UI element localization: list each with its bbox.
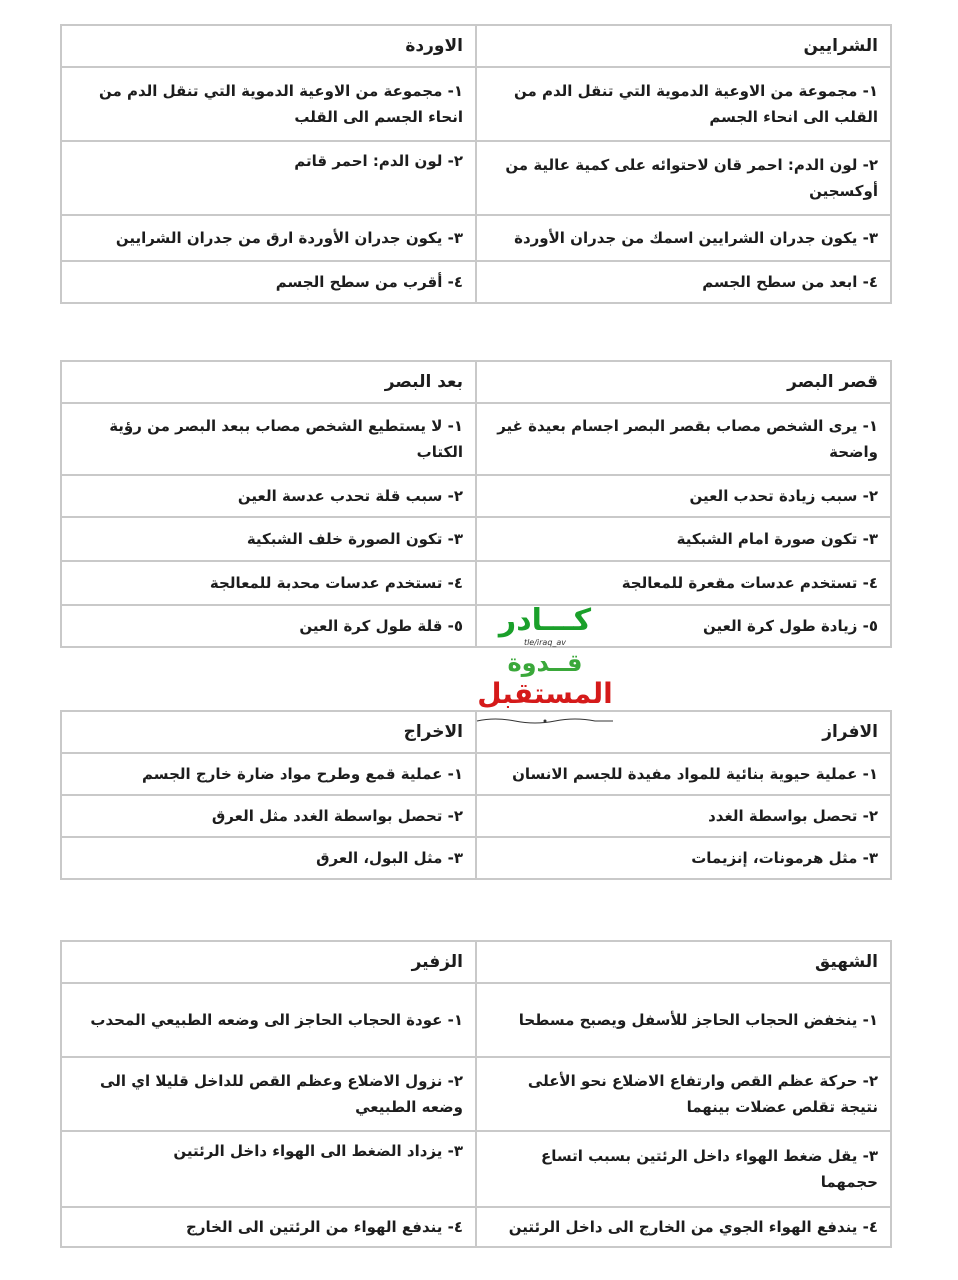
table-cell: ٢- سبب قلة تحدب عدسة العين	[61, 475, 476, 517]
table-cell: ٢- لون الدم: احمر قاتم	[61, 141, 476, 215]
table-cell: ٣- يكون جدران الشرايين اسمك من جدران الأوردة	[476, 215, 891, 261]
table-row	[61, 403, 891, 475]
table-header-row	[61, 25, 891, 67]
table-cell: ٤- تستخدم عدسات محدبة للمعالجة	[61, 561, 476, 605]
table-cell: ٢- تحصل بواسطة الغدد مثل العرق	[61, 795, 476, 837]
table-cell: ٣- يكون جدران الأوردة ارق من جدران الشرايين	[61, 215, 476, 261]
table-cell: ٢- تحصل بواسطة الغدد	[476, 795, 891, 837]
watermark-line2: قــدوة	[507, 649, 583, 677]
table-cell: ٣- تكون صورة امام الشبكية	[476, 517, 891, 561]
table-cell: ٤- ابعد من سطح الجسم	[476, 261, 891, 303]
table-row	[61, 1057, 891, 1131]
table-row	[61, 141, 891, 215]
watermark-handle: tle/iraq_av	[523, 638, 567, 647]
table-cell: ١- لا يستطيع الشخص مصاب ببعد البصر من رؤية الكتاب	[61, 403, 476, 475]
table-row	[61, 215, 891, 261]
comparison-table-arteries-veins	[60, 24, 892, 304]
table-row	[61, 67, 891, 141]
table-cell: ١- مجموعة من الاوعية الدموية التي تنقل الدم من انحاء الجسم الى القلب	[61, 67, 476, 141]
table-cell: ٢- سبب زيادة تحدب العين	[476, 475, 891, 517]
table-row	[61, 837, 891, 879]
column-header-right: الشهيق	[476, 941, 891, 983]
column-header-left: الزفير	[61, 941, 476, 983]
table-row	[61, 983, 891, 1057]
watermark-line1: كـــادر	[498, 603, 592, 638]
column-header-right: قصر البصر	[476, 361, 891, 403]
table-cell: ٤- أقرب من سطح الجسم	[61, 261, 476, 303]
watermark-line3: المستقبل	[477, 677, 613, 710]
table-row	[61, 517, 891, 561]
table-header-row	[61, 941, 891, 983]
column-header-left: الاوردة	[61, 25, 476, 67]
table-row	[61, 1131, 891, 1207]
table-row	[61, 561, 891, 605]
table-cell: ٣- يزداد الضغط الى الهواء داخل الرئتين	[61, 1131, 476, 1207]
table-cell: ٣- مثل هرمونات، إنزيمات	[476, 837, 891, 879]
watermark-logo	[470, 604, 620, 744]
table-cell: ٥- زيادة طول كرة العين	[476, 605, 891, 647]
table-row	[61, 475, 891, 517]
column-header-right: الافراز	[476, 711, 891, 753]
column-header-left: الاخراج	[61, 711, 476, 753]
table-cell: ٢- لون الدم: احمر قان لاحتوائه على كمية عالية من أوكسجين	[476, 141, 891, 215]
table-cell: ٢- نزول الاضلاع وعظم القص للداخل قليلا اي الى وضعه الطبيعي	[61, 1057, 476, 1131]
table-cell: ٤- تستخدم عدسات مقعرة للمعالجة	[476, 561, 891, 605]
table-cell: ٤- يندفع الهواء الجوي من الخارج الى داخل الرئتين	[476, 1207, 891, 1247]
table-cell: ١- مجموعة من الاوعية الدموية التي تنقل الدم من القلب الى انحاء الجسم	[476, 67, 891, 141]
table-row	[61, 753, 891, 795]
table-cell: ٣- مثل البول، العرق	[61, 837, 476, 879]
table-cell: ١- يرى الشخص مصاب بقصر البصر اجسام بعيدة غير واضحة	[476, 403, 891, 475]
table-cell: ١- عملية قمع وطرح مواد ضارة خارج الجسم	[61, 753, 476, 795]
table-row	[61, 795, 891, 837]
comparison-table-inhalation-exhalation	[60, 940, 892, 1248]
column-header-right: الشرايين	[476, 25, 891, 67]
table-cell: ٣- تكون الصورة خلف الشبكية	[61, 517, 476, 561]
flourish-ornament-icon	[475, 717, 615, 725]
table-row	[61, 1207, 891, 1247]
table-cell: ٣- يقل ضغط الهواء داخل الرئتين بسبب اتساع حجمهما	[476, 1131, 891, 1207]
table-cell: ١- عودة الحجاب الحاجز الى وضعه الطبيعي المحدب	[61, 983, 476, 1057]
table-cell: ٥- قلة طول كرة العين	[61, 605, 476, 647]
table-cell: ١- ينخفض الحجاب الحاجز للأسفل ويصبح مسطحا	[476, 983, 891, 1057]
table-cell: ١- عملية حيوية بنائية للمواد مفيدة للجسم الانسان	[476, 753, 891, 795]
table-row	[61, 261, 891, 303]
table-header-row	[61, 361, 891, 403]
table-cell: ٢- حركة عظم القص وارتفاع الاضلاع نحو الأعلى نتيجة تقلص عضلات بينهما	[476, 1057, 891, 1131]
table-cell: ٤- يندفع الهواء من الرئتين الى الخارج	[61, 1207, 476, 1247]
column-header-left: بعد البصر	[61, 361, 476, 403]
